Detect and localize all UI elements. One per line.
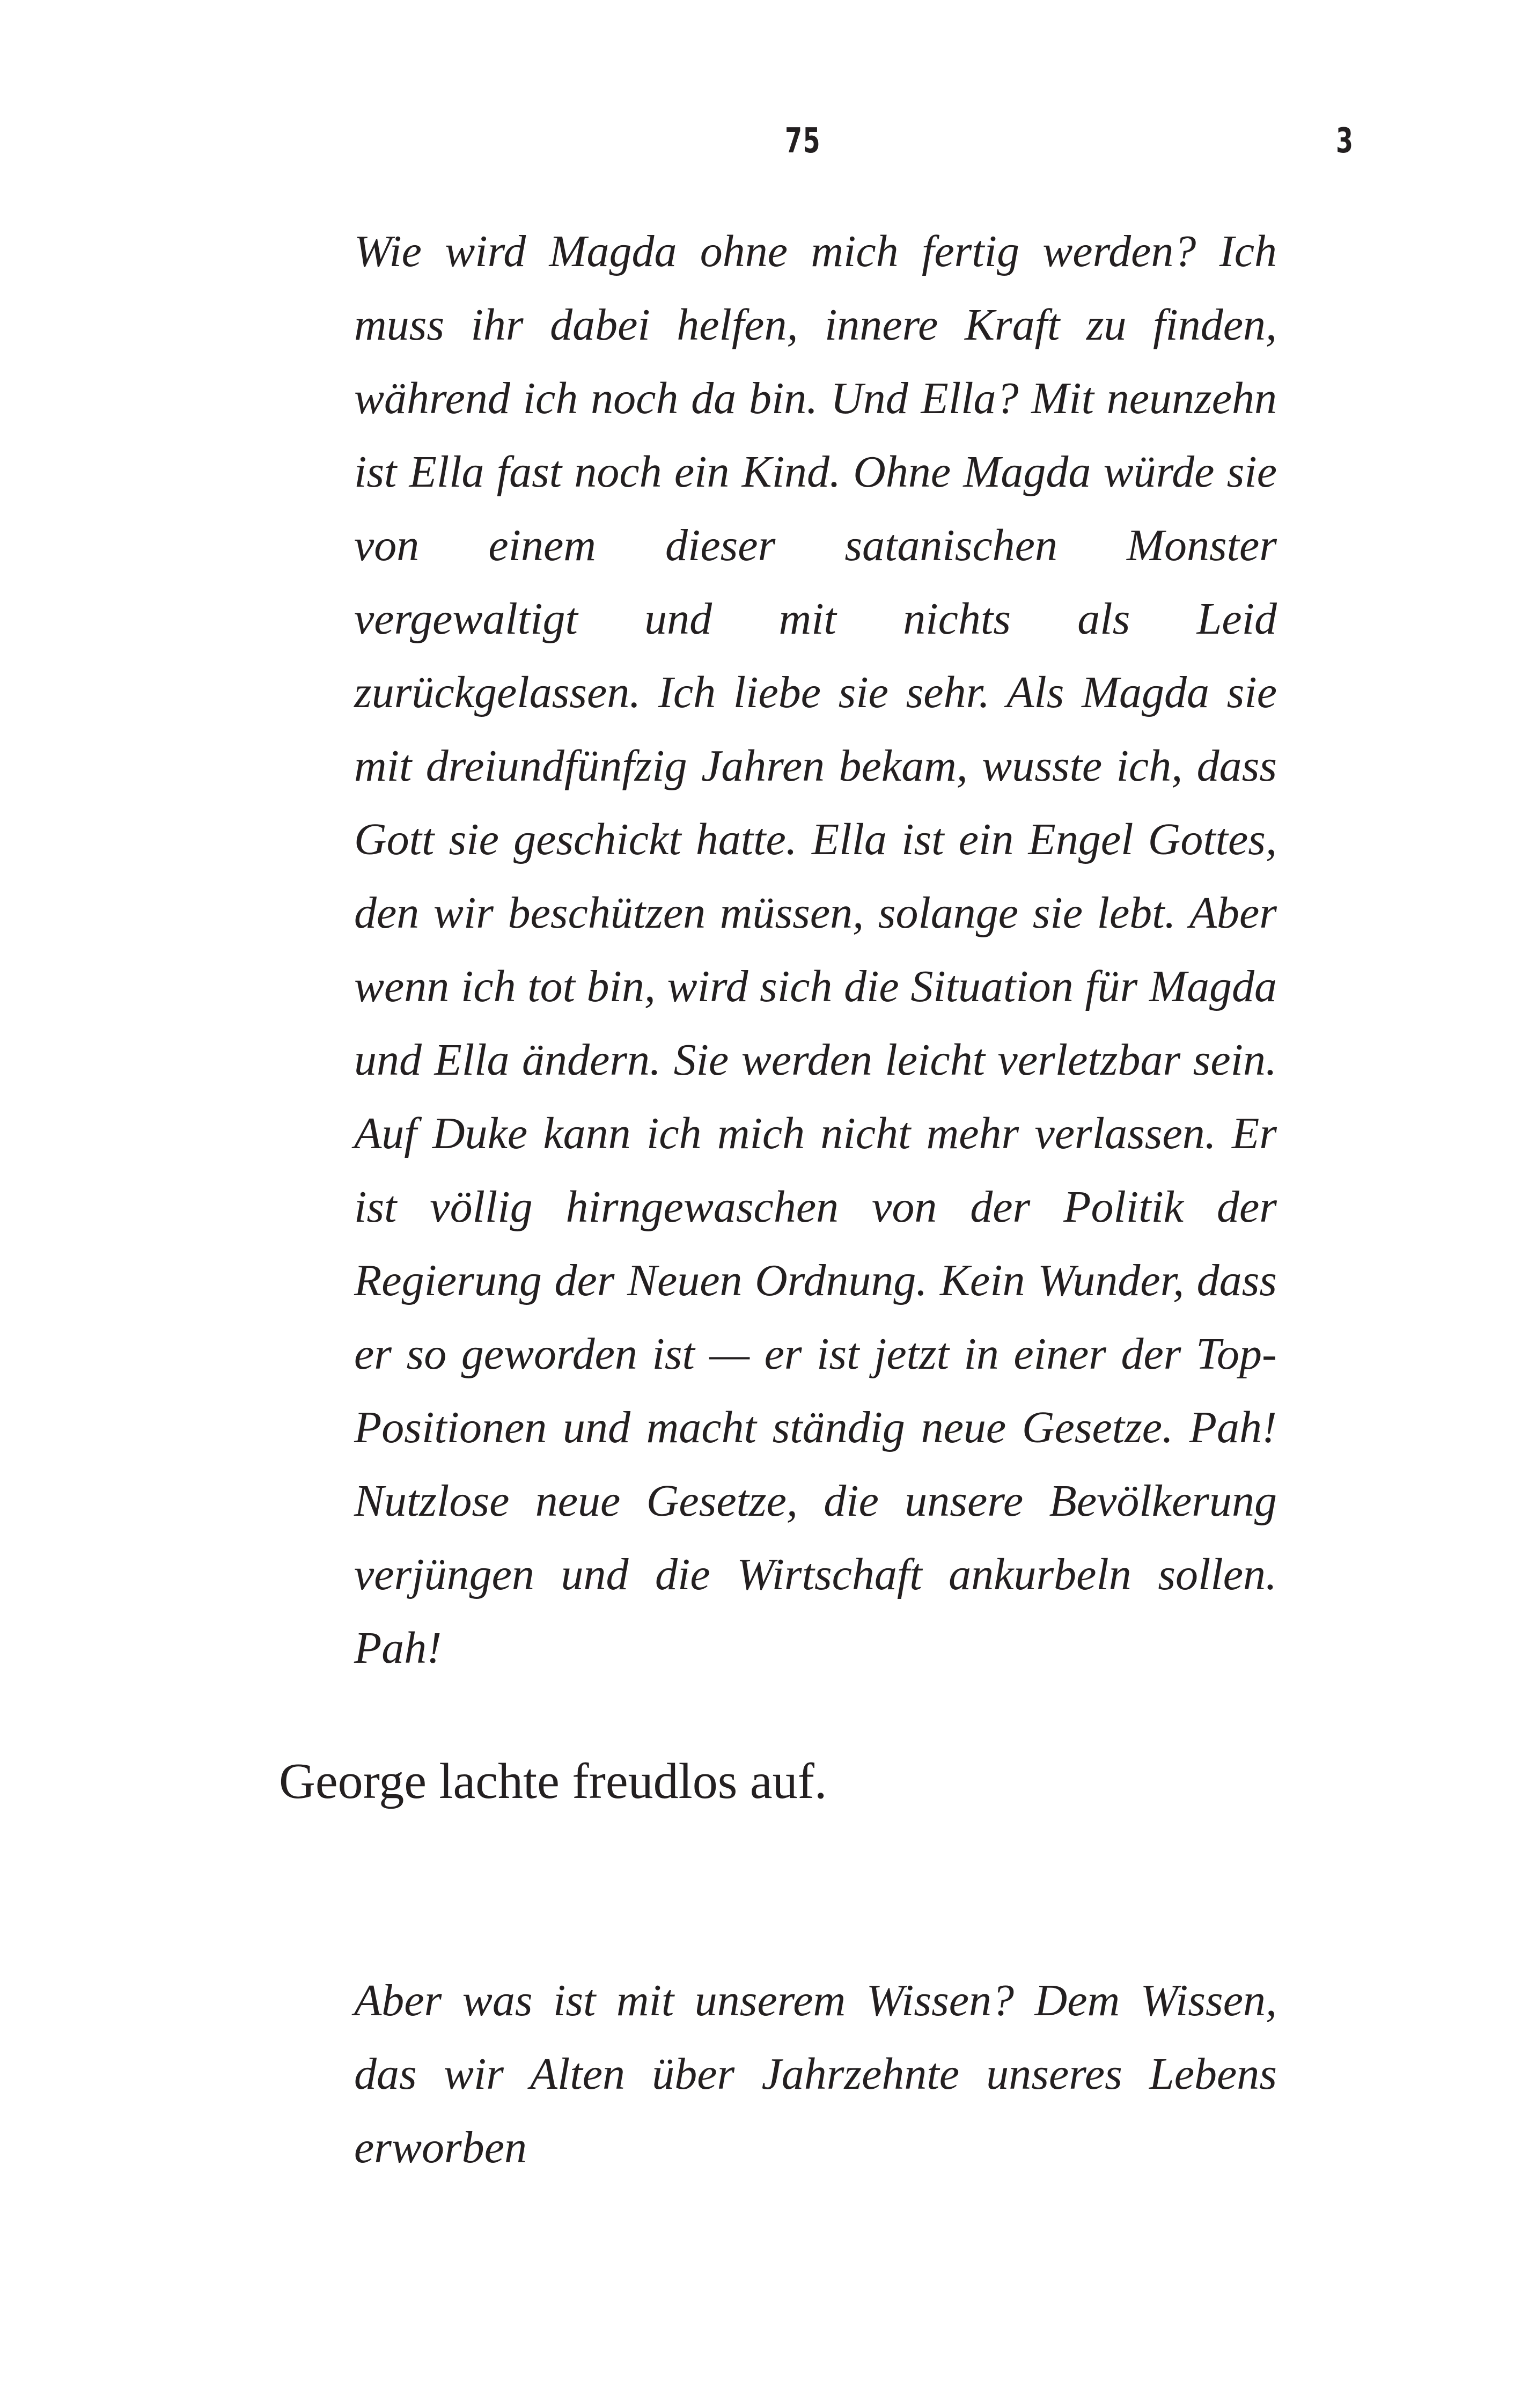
- italic-thought-paragraph: Wie wird Magda ohne mich fertig werden? Ich muss ihr dabei helfen, innere Kraft zu finden, während ich noch da bin. Und Ella? Mit neunzehn ist Ella fast noch ein Kind. Ohne Magda würde sie von einem dieser satanischen Monster vergewaltigt und mit nichts als Leid zurückgelassen. Ich liebe sie sehr. Als Magda sie mit dreiundfünfzig Jahren bekam, wusste ich, dass Gott sie geschickt hatte. Ella ist ein Engel Gottes, den wir beschützen müssen, solange sie lebt. Aber wenn ich tot bin, wird sich die Situation für Magda und Ella ändern. Sie werden leicht verletzbar sein. Auf Duke kann ich mich nicht mehr verlassen. Er ist völlig hirngewaschen von der Politik der Regierung der Neuen Ordnung. Kein Wunder, dass er so geworden ist — er ist jetzt in einer der Top-Positionen und macht ständig neue Gesetze. Pah! Nutzlose neue Gesetze, die unsere Bevölkerung verjüngen und die Wirtschaft ankurbeln sollen. Pah!: [354, 226, 1277, 1673]
- chapter-number: 3: [1336, 121, 1354, 161]
- page-number: 75: [785, 121, 821, 161]
- italic-thought-paragraph-continued: Aber was ist mit unserem Wissen? Dem Wissen, das wir Alten über Jahrzehnte unseres Lebens erworben: [354, 1976, 1277, 2172]
- narration-line: George lachte freudlos auf.: [279, 1753, 827, 1809]
